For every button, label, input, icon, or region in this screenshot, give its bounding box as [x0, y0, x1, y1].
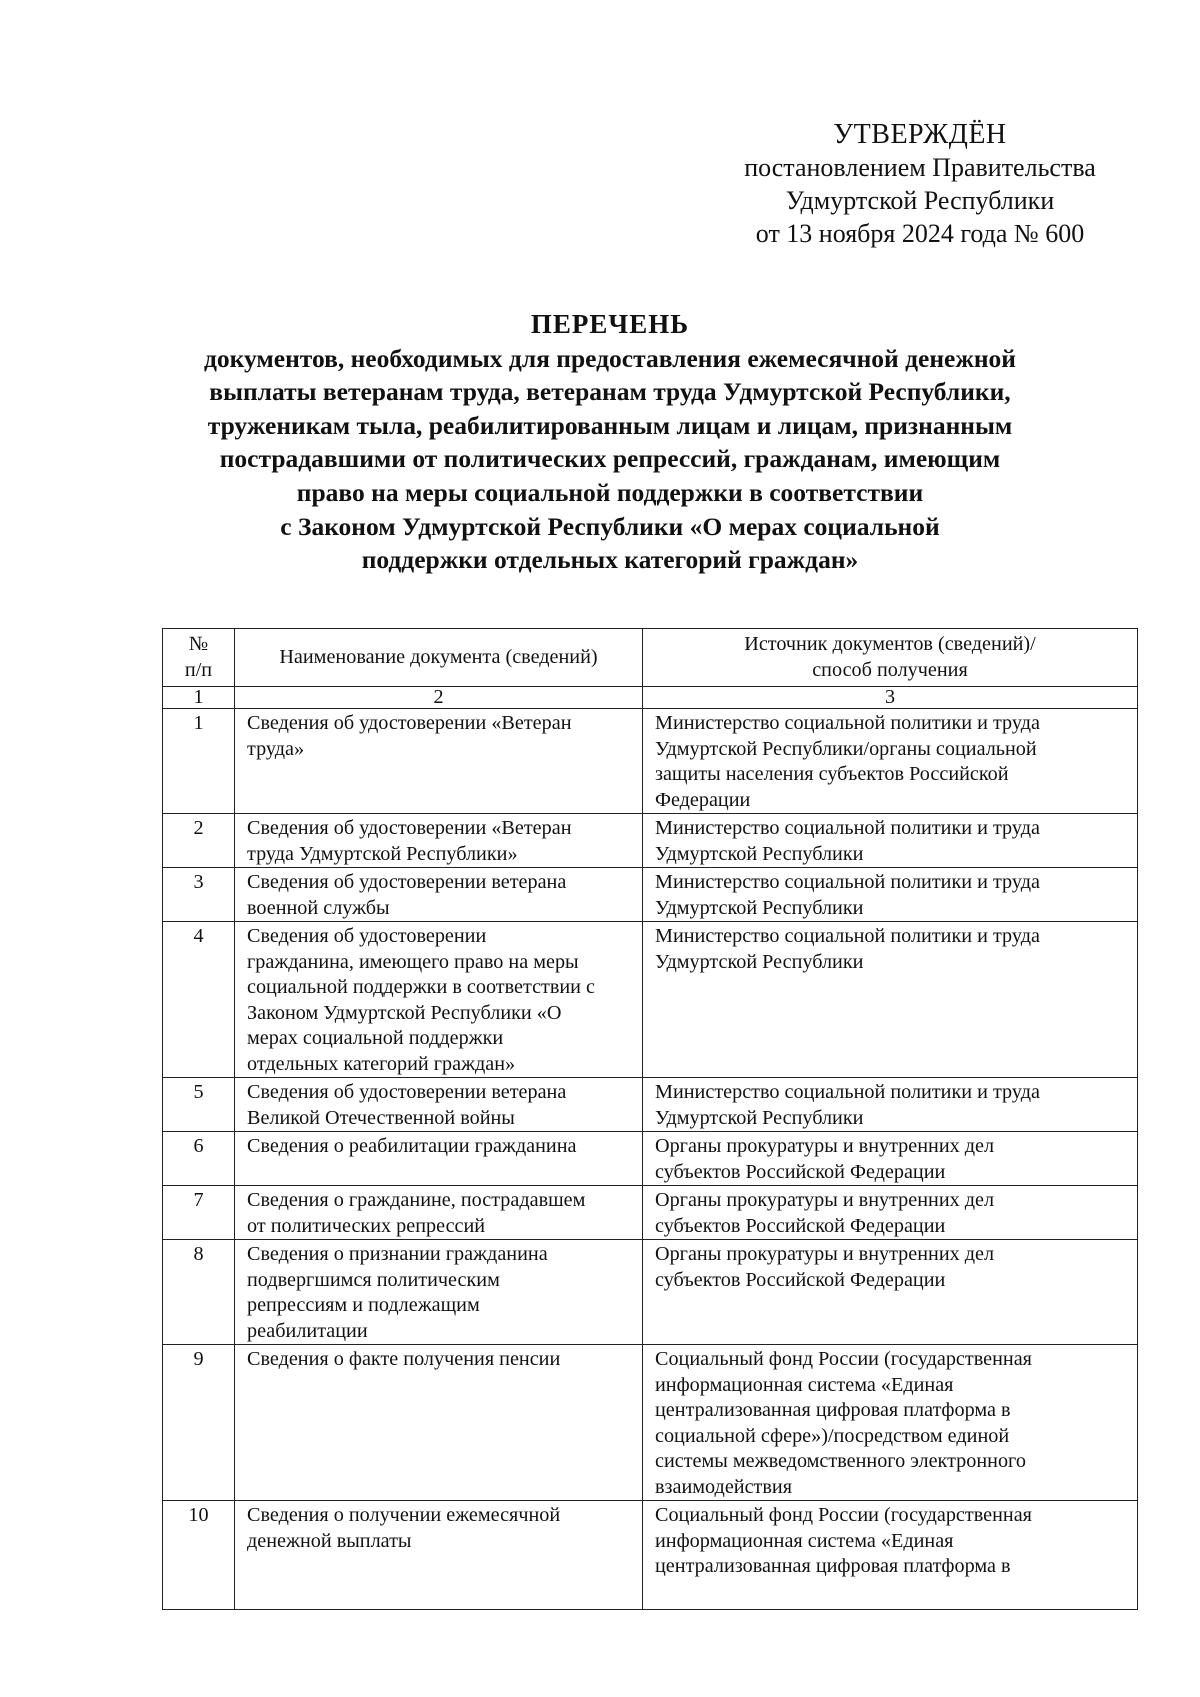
header-number-line: №: [188, 633, 209, 655]
source-line: Удмуртской Республики: [655, 1106, 864, 1129]
source-line: субъектов Российской Федерации: [655, 1214, 946, 1237]
column-number: 1: [163, 687, 235, 709]
source-line: защиты населения субъектов Российской: [655, 763, 1009, 785]
source-line: Органы прокуратуры и внутренних дел: [655, 1243, 995, 1265]
row-number: 3: [163, 868, 235, 922]
source-cell: [643, 922, 1138, 1078]
row-number: 6: [163, 1132, 235, 1186]
document-name-line: Сведения об удостоверении ветерана: [247, 1081, 567, 1103]
subtitle-line: документов, необходимых для предоставления ежемесячной денежной: [204, 343, 1016, 373]
document-name-line: Великой Отечественной войны: [247, 1106, 515, 1129]
document-name-line: социальной поддержки в соответствии с: [247, 976, 595, 998]
document-subtitle: [160, 342, 1060, 577]
source-line: социальной сфере»)/посредством единой: [655, 1424, 1010, 1447]
document-name-cell: [235, 709, 643, 814]
source-line: Министерство социальной политики и труда: [655, 925, 1040, 947]
document-name-line: Сведения об удостоверении: [247, 925, 487, 947]
source-line: Социальный фонд России (государственная: [655, 1348, 1032, 1370]
subtitle-line: выплаты ветеранам труда, ветеранам труда Удмуртской Республики,: [209, 377, 1011, 407]
document-name-line: Сведения об удостоверении «Ветеран: [247, 817, 572, 839]
source-line: информационная система «Единая: [655, 1373, 954, 1396]
document-name-line: Сведения об удостоверении «Ветеран: [247, 712, 572, 734]
document-name-cell: [235, 1345, 643, 1501]
documents-table: [162, 628, 1138, 1610]
document-name-line: реабилитации: [247, 1319, 368, 1342]
source-line: системы межведомственного электронного: [655, 1450, 1026, 1472]
source-cell: [643, 1078, 1138, 1132]
source-line: информационная система «Единая: [655, 1529, 954, 1552]
approval-line: постановлением Правительства: [744, 153, 1096, 182]
source-line: субъектов Российской Федерации: [655, 1268, 946, 1291]
row-number: 4: [163, 922, 235, 1078]
document-name-cell: [235, 1501, 643, 1610]
approval-line: Удмуртской Республики: [785, 186, 1055, 215]
table-row: [163, 922, 1138, 1078]
document-name-line: труда Удмуртской Республики»: [247, 842, 518, 865]
document-heading: [160, 308, 1060, 577]
source-line: Федерации: [655, 788, 751, 811]
table-body: [163, 709, 1138, 1610]
source-cell: [643, 1501, 1138, 1610]
subtitle-line: с Законом Удмуртской Республики «О мерах социальной: [280, 511, 940, 541]
source-line: централизованная цифровая платформа в: [655, 1555, 1011, 1577]
table-row: [163, 1240, 1138, 1345]
document-name-line: от политических репрессий: [247, 1214, 486, 1237]
table-row: [163, 1132, 1138, 1186]
source-line: Социальный фонд России (государственная: [655, 1504, 1032, 1526]
row-number: 8: [163, 1240, 235, 1345]
header-source: [643, 629, 1138, 687]
subtitle-line: поддержки отдельных категорий граждан»: [361, 545, 859, 575]
document-name-line: труда»: [247, 737, 305, 760]
header-number-line: п/п: [184, 658, 213, 681]
source-line: Удмуртской Республики: [655, 896, 864, 919]
document-name-cell: [235, 1078, 643, 1132]
document-title: ПЕРЕЧЕНЬ: [530, 309, 690, 339]
document-name-line: Сведения о реабилитации гражданина: [247, 1135, 577, 1157]
row-number: 2: [163, 814, 235, 868]
table-row: [163, 814, 1138, 868]
document-name-line: гражданина, имеющего право на меры: [247, 950, 579, 973]
approval-title: УТВЕРЖДЁН: [833, 119, 1007, 150]
source-line: субъектов Российской Федерации: [655, 1160, 946, 1183]
row-number: 5: [163, 1078, 235, 1132]
document-name-line: Сведения о получении ежемесячной: [247, 1504, 561, 1526]
document-name-line: репрессиям и подлежащим: [247, 1294, 480, 1316]
document-name-cell: [235, 1240, 643, 1345]
document-name-line: денежной выплаты: [247, 1529, 412, 1552]
table-row: [163, 1186, 1138, 1240]
table-row: [163, 1345, 1138, 1501]
header-source-line: Источник документов (сведений)/: [744, 633, 1036, 655]
approval-block: [700, 118, 1140, 250]
source-line: Удмуртской Республики: [655, 842, 864, 865]
source-cell: [643, 1240, 1138, 1345]
source-line: Министерство социальной политики и труда: [655, 712, 1040, 734]
document-name-cell: [235, 814, 643, 868]
source-line: централизованная цифровая платформа в: [655, 1399, 1011, 1421]
subtitle-line: право на меры социальной поддержки в соответствии: [296, 477, 924, 507]
column-number: 2: [235, 687, 643, 709]
header-source-line: способ получения: [812, 658, 968, 681]
row-number: 9: [163, 1345, 235, 1501]
source-line: взаимодействия: [655, 1475, 792, 1498]
header-document-name: [235, 629, 643, 687]
source-line: Удмуртской Республики: [655, 950, 864, 973]
approval-date-line: от 13 ноября 2024 года № 600: [755, 219, 1085, 248]
source-cell: [643, 1132, 1138, 1186]
document-name-line: мерах социальной поддержки: [247, 1027, 504, 1049]
document-name-line: Сведения о факте получения пенсии: [247, 1348, 561, 1370]
document-name-cell: [235, 868, 643, 922]
document-name-line: Сведения о признании гражданина: [247, 1243, 548, 1265]
column-number-row: [163, 687, 1138, 709]
source-cell: [643, 1345, 1138, 1501]
table-header-row: [163, 629, 1138, 687]
document-name-line: подвергшимся политическим: [247, 1268, 500, 1291]
subtitle-line: пострадавшими от политических репрессий, гражданам, имеющим: [219, 444, 1001, 474]
document-name-cell: [235, 1132, 643, 1186]
document-name-line: Сведения об удостоверении ветерана: [247, 871, 567, 893]
source-line: Удмуртской Республики/органы социальной: [655, 737, 1037, 760]
row-number: 1: [163, 709, 235, 814]
row-number: 10: [163, 1501, 235, 1610]
document-name-line: Сведения о гражданине, пострадавшем: [247, 1189, 586, 1211]
document-name-line: военной службы: [247, 896, 390, 919]
table-row: [163, 868, 1138, 922]
source-cell: [643, 709, 1138, 814]
source-cell: [643, 814, 1138, 868]
row-number: 7: [163, 1186, 235, 1240]
subtitle-line: труженикам тыла, реабилитированным лицам и лицам, признанным: [207, 410, 1013, 440]
source-line: Министерство социальной политики и труда: [655, 871, 1040, 893]
column-number: 3: [643, 687, 1138, 709]
header-document-name-text: Наименование документа (сведений): [279, 645, 598, 668]
source-cell: [643, 868, 1138, 922]
source-line: Органы прокуратуры и внутренних дел: [655, 1135, 995, 1157]
document-name-line: отдельных категорий граждан»: [247, 1052, 516, 1075]
source-cell: [643, 1186, 1138, 1240]
document-name-line: Законом Удмуртской Республики «О: [247, 1001, 562, 1024]
source-line: Органы прокуратуры и внутренних дел: [655, 1189, 995, 1211]
table-row: [163, 1078, 1138, 1132]
table-row: [163, 1501, 1138, 1610]
table-row: [163, 709, 1138, 814]
source-line: Министерство социальной политики и труда: [655, 817, 1040, 839]
source-line: Министерство социальной политики и труда: [655, 1081, 1040, 1103]
document-name-cell: [235, 922, 643, 1078]
document-name-cell: [235, 1186, 643, 1240]
header-number: [163, 629, 235, 687]
